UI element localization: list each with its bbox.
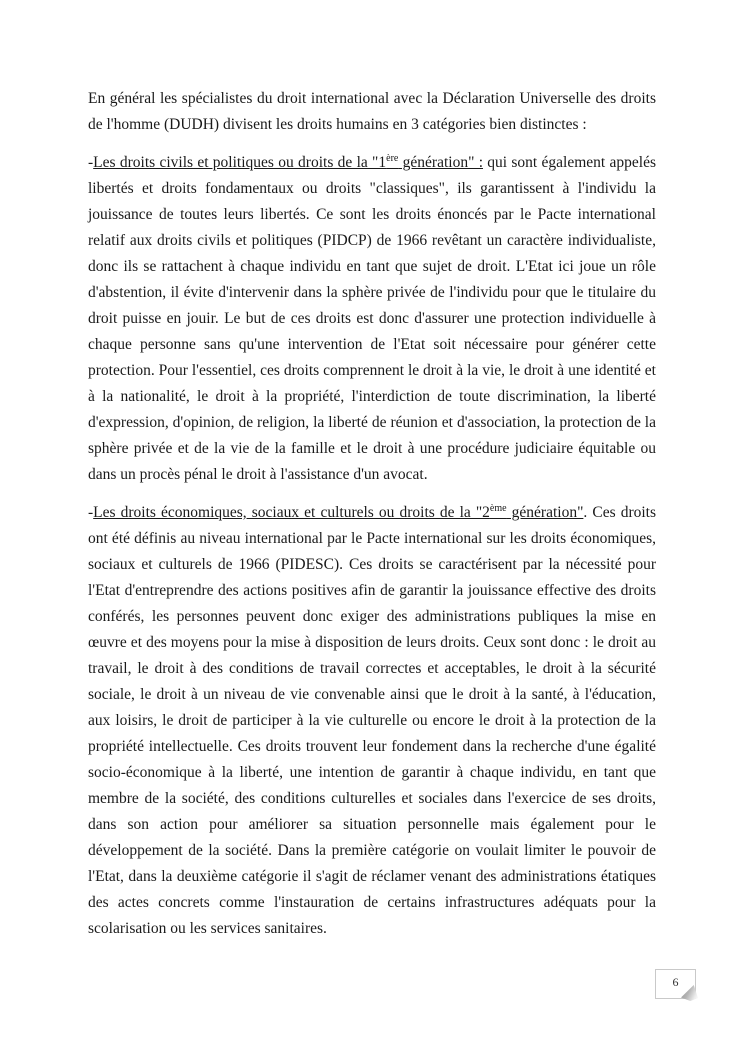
section-dash: - <box>88 154 94 171</box>
heading-text-pre: Les droits économiques, sociaux et culturels ou droits de la "2 <box>93 504 490 521</box>
intro-paragraph <box>88 86 656 138</box>
section-civil-political <box>88 150 656 488</box>
section-heading <box>93 154 483 171</box>
text-block <box>88 86 656 954</box>
heading-superscript: ème <box>489 502 507 514</box>
section-dash: - <box>88 504 94 521</box>
page-number: 6 <box>672 974 679 989</box>
folded-corner-icon <box>681 985 698 1001</box>
page-number-box <box>655 969 696 999</box>
section-body: . Ces droits ont été définis au niveau international par le Pacte international sur les droits économiques, sociaux et culturels de 1966 (PIDESC). Ces droits se caractérisent par la nécessité pour l'Etat d'entreprendre des actions positives afin de garantir la jouissance effective des droits conférés, les personnes peuvent donc exiger des administrations publiques la mise en œuvre et des moyens pour la mise à disposition de leurs droits. Ceux sont donc : le droit au travail, le droit à des conditions de travail correctes et acceptables, le droit à la sécurité sociale, le droit à un niveau de vie convenable ainsi que le droit à la santé, à l'éducation, aux loisirs, le droit de participer à la vie culturelle ou encore le droit à la protection de la propriété intellectuelle. Ces droits trouvent leur fondement dans la recherche d'une égalité socio-économique à la liberté, une intention de garantir à chaque individu, en tant que membre de la société, des conditions culturelles et sociales dans l'exercice de ses droits, dans son action pour améliorer sa situation personnelle mais également pour le développement de la société. Dans la première catégorie on voulait limiter le pouvoir de l'Etat, dans la deuxième catégorie il s'agit de réclamer venant des administrations étatiques des actes concrets comme l'instauration de certains infrastructures adéquats pour la scolarisation ou les services sanitaires. <box>88 504 656 937</box>
heading-text-post: génération" <box>506 504 584 521</box>
section-economic-social-cultural <box>88 500 656 942</box>
heading-superscript: ère <box>386 152 399 164</box>
section-heading <box>93 504 583 521</box>
heading-text-post: génération" : <box>398 154 483 171</box>
heading-text-pre: Les droits civils et politiques ou droits de la "1 <box>93 154 387 171</box>
intro-text: En général les spécialistes du droit international avec la Déclaration Universelle des droits de l'homme (DUDH) divisent les droits humains en 3 catégories bien distinctes : <box>88 90 656 133</box>
section-body: qui sont également appelés libertés et droits fondamentaux ou droits "classiques", ils garantissent à l'individu la jouissance de toutes leurs libertés. Ce sont les droits énoncés par le Pacte international relatif aux droits civils et politiques (PIDCP) de 1966 revêtant un caractère individualiste, donc ils se rattachent à chaque individu en tant que sujet de droit. L'Etat ici joue un rôle d'abstention, il évite d'intervenir dans la sphère privée de l'individu pour que le titulaire du droit puisse en jouir. Le but de ces droits est donc d'assurer une protection individuelle à chaque personne sans qu'une intervention de l'Etat soit nécessaire pour générer cette protection. Pour l'essentiel, ces droits comprennent le droit à la vie, le droit à une identité et à la nationalité, le droit à la propriété, l'interdiction de toute discrimination, la liberté d'expression, d'opinion, de religion, la liberté de réunion et d'association, la protection de la sphère privée et de la vie de la famille et le droit à une procédure judiciaire équitable ou dans un procès pénal le droit à l'assistance d'un avocat. <box>88 154 656 483</box>
